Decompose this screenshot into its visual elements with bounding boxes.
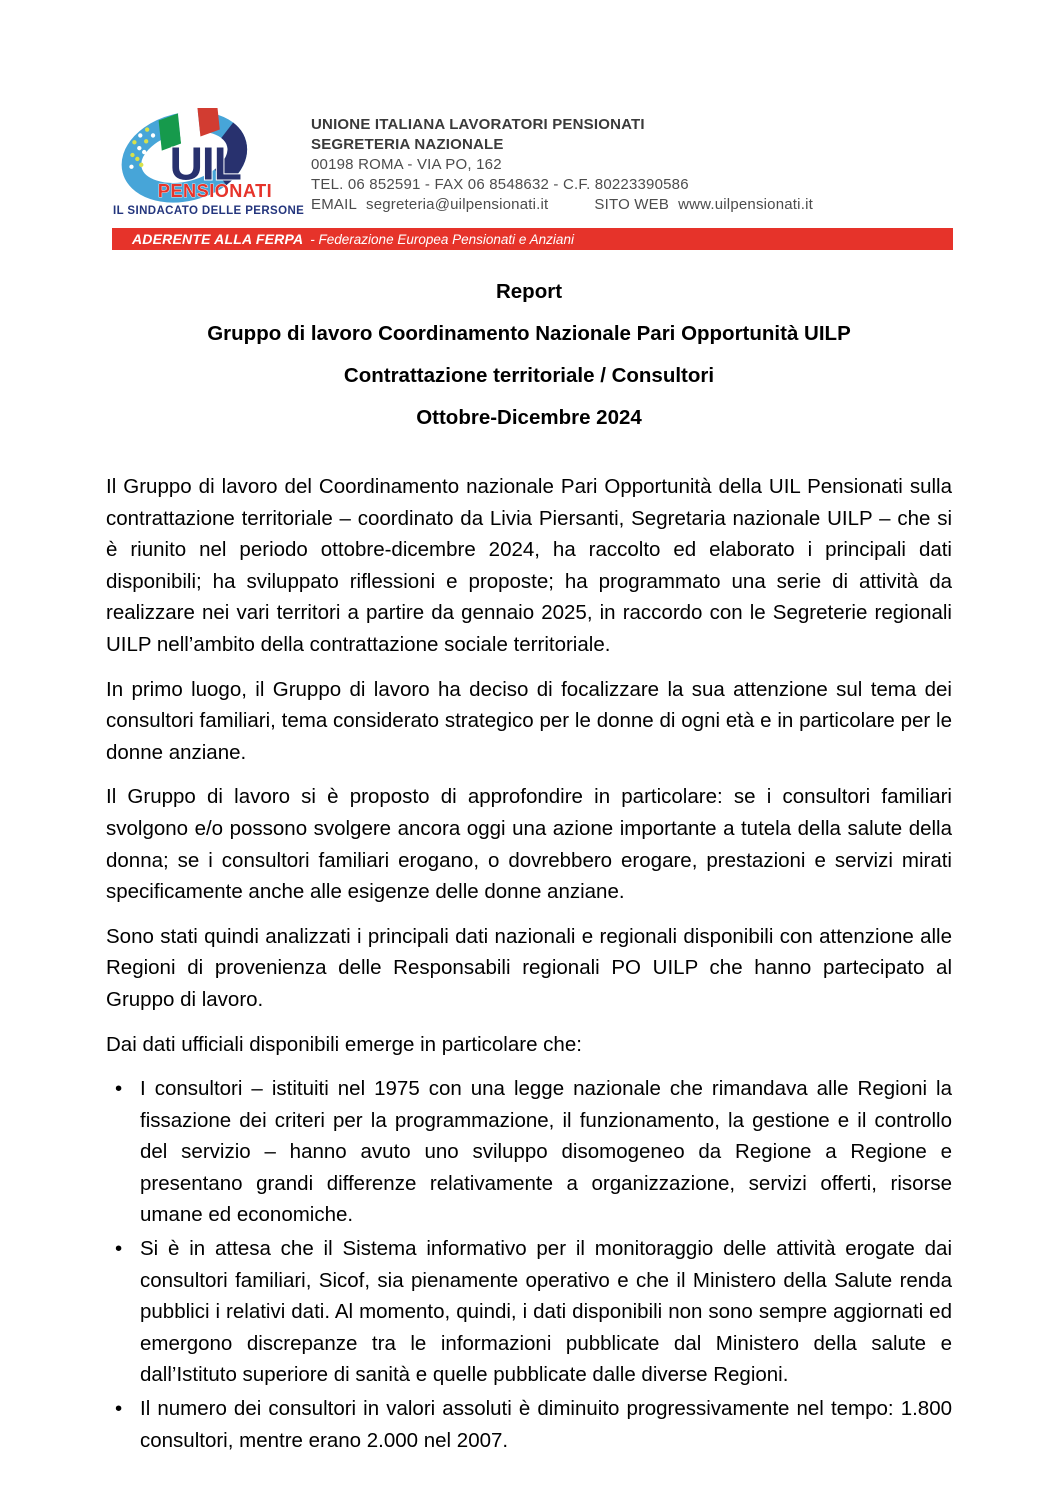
- findings-list: [106, 1073, 952, 1456]
- subtitle-topic: Contrattazione territoriale / Consultori: [343, 364, 715, 387]
- subtitle-period: Ottobre-Dicembre 2024: [416, 406, 642, 429]
- document-body: [106, 280, 952, 1456]
- banner-bold-text: ADERENTE ALLA FERPA: [132, 231, 304, 247]
- logo-pensionati-text: PENSIONATI: [157, 181, 273, 202]
- uil-pensionati-logo-icon: [113, 108, 291, 204]
- contact-block: [311, 108, 813, 215]
- logo-uil-text: UIL: [169, 137, 241, 190]
- body-text: [106, 471, 952, 1456]
- email-label: EMAIL: [311, 196, 358, 213]
- title-block: [106, 280, 952, 430]
- paragraph-list-leadin: Dai dati ufficiali disponibili emerge in particolare che:: [106, 1032, 582, 1056]
- paragraph-intro: Il Gruppo di lavoro del Coordinamento nazionale Pari Opportunità della UIL Pensionati sulla contrattazione territoriale – coordinato da Livia Piersanti, Segretaria nazionale UILP – che si è riunito nel periodo ottobre-dicembre 2024, ha raccolto ed elaborato i principali dati disponibili; ha sviluppato riflessioni e proposte; ha programmato una serie di attività da realizzare nei vari territori a partire da gennaio 2025, in raccordo con le Segreterie regionali UILP nell’ambito della contrattazione sociale territoriale.: [106, 475, 952, 656]
- subtitle-workgroup: Gruppo di lavoro Coordinamento Nazionale Pari Opportunità UILP: [207, 322, 851, 345]
- dept-name: SEGRETERIA NAZIONALE: [311, 136, 504, 153]
- letterhead: [106, 108, 952, 217]
- paragraph-goals: Il Gruppo di lavoro si è proposto di approfondire in particolare: se i consultori familiari svolgono e/o possono svolgere ancora oggi una azione importante a tutela della salute della donna; se i consultori familiari erogano, o dovrebbero erogare, prestazioni e servizi mirati specificamente anche alle esigenze delle donne anziane.: [106, 785, 952, 904]
- org-name: UNIONE ITALIANA LAVORATORI PENSIONATI: [311, 116, 645, 133]
- logo-tagline: IL SINDACATO DELLE PERSONE: [113, 205, 305, 217]
- ferpa-banner: [112, 228, 953, 250]
- email-address: segreteria@uilpensionati.it: [366, 196, 549, 213]
- list-item: • Si è in attesa che il Sistema informativo per il monitoraggio delle attività erogate dai consultori familiari, Sicof, sia pienamente operativo e che il Ministero della Salute renda pubblici i relativi dati. Al momento, quindi, i dati disponibili non sono sempre aggiornati ed emergono discrepanze tra le informazioni pubblicate dal Ministero della salute e dall’Istituto superiore di sanità e quelle pubblicate dalle diverse Regioni.: [106, 1233, 952, 1391]
- list-item: • Il numero dei consultori in valori assoluti è diminuito progressivamente nel tempo: 1.800 consultori, mentre erano 2.000 nel 2007.: [106, 1393, 952, 1456]
- list-item: • I consultori – istituiti nel 1975 con una legge nazionale che rimandava alle Regioni la fissazione dei criteri per la programmazione, il funzionamento, la gestione e il controllo del servizio – hanno avuto uno sviluppo disomogeneo da Regione a Regione e presentano grandi differenze relativamente a organizzazione, servizi offerti, risorse umane ed economiche.: [106, 1073, 952, 1231]
- banner-rest-text: - Federazione Europea Pensionati e Anziani: [310, 231, 574, 247]
- web-label: SITO WEB: [594, 196, 670, 213]
- paragraph-focus: In primo luogo, il Gruppo di lavoro ha deciso di focalizzare la sua attenzione sul tema dei consultori familiari, tema considerato strategico per le donne di ogni età e in particolare per le donne anziane.: [106, 677, 952, 764]
- tel-fax-cf-line: TEL. 06 852591 - FAX 06 8548632 - C.F. 80223390586: [311, 176, 689, 193]
- email-web-line: [311, 195, 813, 215]
- page-title: Report: [495, 280, 563, 303]
- address-line: 00198 ROMA - VIA PO, 162: [311, 156, 502, 173]
- web-address: www.uilpensionati.it: [678, 196, 813, 213]
- paragraph-analysis: Sono stati quindi analizzati i principali dati nazionali e regionali disponibili con attenzione alle Regioni di provenienza delle Responsabili regionali PO UILP che hanno partecipato al Gruppo di lavoro.: [106, 924, 952, 1011]
- uilp-logo: [113, 108, 309, 217]
